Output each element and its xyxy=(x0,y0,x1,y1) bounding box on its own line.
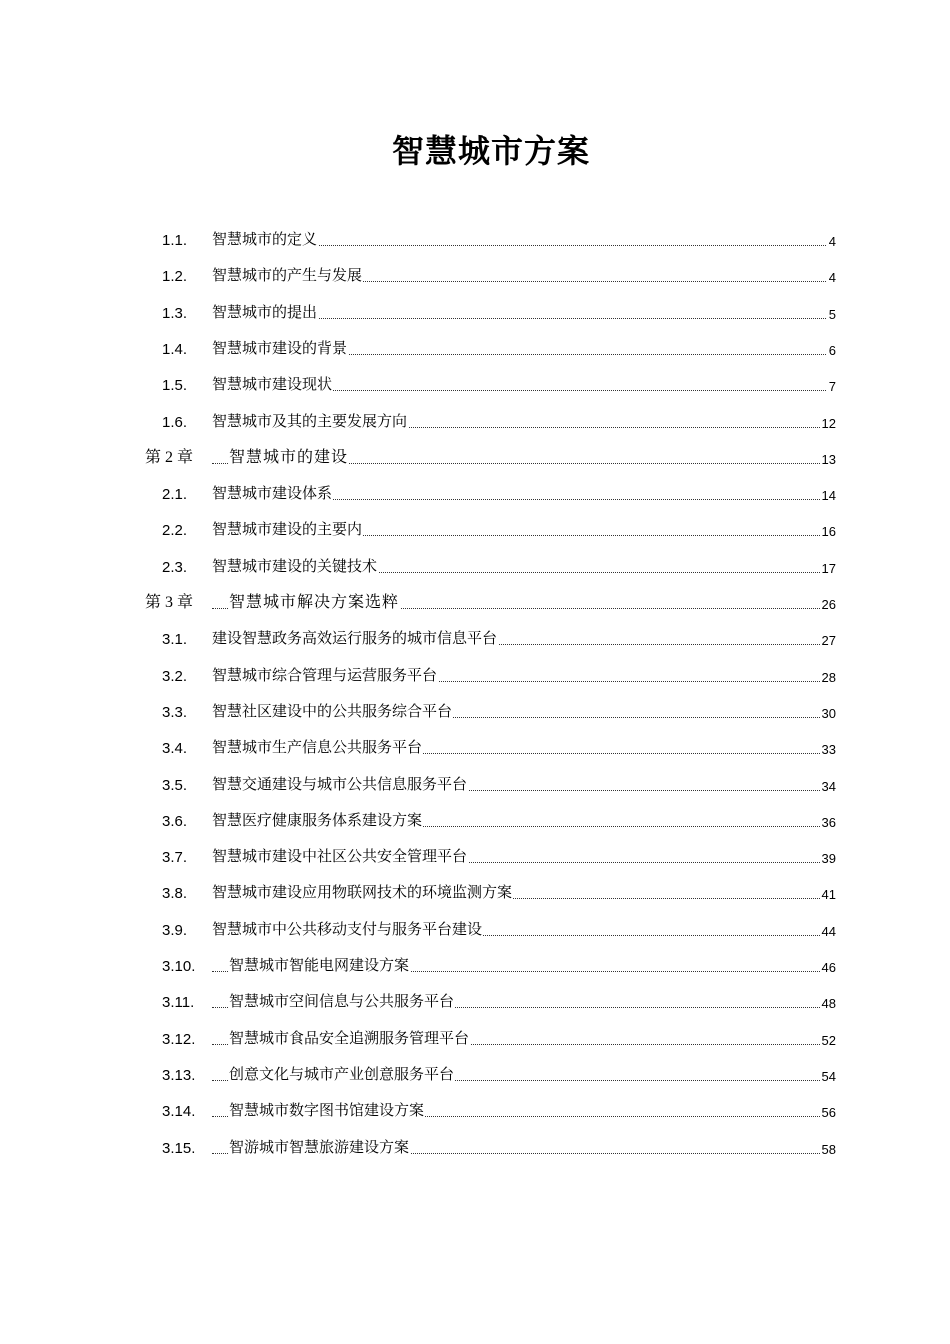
toc-entry-title: 智慧交通建设与城市公共信息服务平台 xyxy=(212,773,468,794)
toc-entry-title: 智慧城市中公共移动支付与服务平台建设 xyxy=(212,918,483,939)
toc-entry[interactable] xyxy=(0,261,836,287)
toc-entry-title: 智慧城市生产信息公共服务平台 xyxy=(212,736,423,757)
toc-entry[interactable] xyxy=(0,443,836,469)
toc-entry-number: 第 3 章 xyxy=(145,594,194,611)
toc-entry-page-number: 34 xyxy=(821,778,836,794)
toc-entry-page-number: 14 xyxy=(821,488,836,504)
toc-entry-number: 3.12. xyxy=(162,1030,196,1048)
toc-entry-page-number: 41 xyxy=(821,887,836,903)
toc-entry-page-number: 12 xyxy=(821,415,836,431)
toc-entry[interactable] xyxy=(0,661,836,687)
toc-entry[interactable] xyxy=(0,697,836,723)
toc-entry-title: 智慧城市建设的关键技术 xyxy=(212,555,378,576)
toc-entry-page-number: 48 xyxy=(821,996,836,1012)
toc-entry[interactable] xyxy=(0,1133,836,1159)
toc-entry-number: 1.6. xyxy=(162,413,188,431)
toc-entry[interactable] xyxy=(0,479,836,505)
toc-entry-page-number: 5 xyxy=(828,306,836,322)
toc-entry-number: 3.3. xyxy=(162,703,188,721)
toc-entry-number: 3.8. xyxy=(162,885,188,903)
toc-entry-page-number: 4 xyxy=(828,270,836,286)
toc-entry-number: 2.2. xyxy=(162,522,188,540)
toc-entry-page-number: 36 xyxy=(821,814,836,830)
toc-entry-title: 智慧城市建设现状 xyxy=(212,373,333,394)
toc-entry-number: 3.4. xyxy=(162,740,188,758)
toc-entry-number: 3.7. xyxy=(162,849,188,867)
toc-entry-page-number: 58 xyxy=(821,1141,836,1157)
toc-entry-number: 2.3. xyxy=(162,558,188,576)
toc-entry[interactable] xyxy=(0,334,836,360)
toc-entry-page-number: 6 xyxy=(828,342,836,358)
toc-entry[interactable] xyxy=(0,624,836,650)
toc-entry-title: 智慧城市建设应用物联网技术的环境监测方案 xyxy=(212,881,513,902)
toc-entry[interactable] xyxy=(0,1024,836,1050)
toc-entry-page-number: 16 xyxy=(821,524,836,540)
toc-entry[interactable] xyxy=(0,370,836,396)
toc-entry-title: 智慧城市建设的背景 xyxy=(212,337,348,358)
toc-entry[interactable] xyxy=(0,298,836,324)
toc-entry-number: 3.10. xyxy=(162,958,196,975)
toc-entry-title: 智慧城市的建设 xyxy=(229,444,349,467)
toc-entry-number: 1.1. xyxy=(162,232,188,249)
toc-entry-number: 第 2 章 xyxy=(145,448,194,466)
toc-entry-page-number: 17 xyxy=(821,560,836,576)
toc-entry-title: 智慧城市的提出 xyxy=(212,301,318,322)
toc-entry[interactable] xyxy=(0,842,836,868)
toc-entry-page-number: 56 xyxy=(821,1105,836,1121)
toc-entry-title: 创意文化与城市产业创意服务平台 xyxy=(229,1063,455,1084)
toc-entry-number: 3.6. xyxy=(162,812,188,830)
toc-entry[interactable] xyxy=(0,951,836,977)
toc-entry[interactable] xyxy=(0,1060,836,1086)
toc-entry-number: 1.3. xyxy=(162,304,188,322)
toc-entry-number: 3.11. xyxy=(162,994,195,1012)
toc-entry-number: 3.15. xyxy=(162,1139,196,1157)
toc-entry-page-number: 4 xyxy=(828,234,836,249)
toc-entry[interactable] xyxy=(0,770,836,796)
toc-entry-title: 智慧城市解决方案选粹 xyxy=(229,589,400,612)
toc-entry[interactable] xyxy=(0,806,836,832)
toc-entry-page-number: 33 xyxy=(821,742,836,758)
toc-entry-page-number: 7 xyxy=(828,379,836,395)
toc-entry-number: 1.4. xyxy=(162,340,188,358)
toc-entry-title: 智游城市智慧旅游建设方案 xyxy=(229,1136,410,1157)
toc-entry-number: 3.5. xyxy=(162,776,188,794)
toc-entry[interactable] xyxy=(0,407,836,433)
toc-entry-title: 智慧城市食品安全追溯服务管理平台 xyxy=(229,1027,470,1048)
toc-entry-number: 3.1. xyxy=(162,631,188,649)
toc-entry[interactable] xyxy=(0,515,836,541)
toc-entry-number: 1.5. xyxy=(162,377,188,395)
toc-entry-page-number: 54 xyxy=(821,1068,836,1084)
toc-entry[interactable] xyxy=(0,987,836,1013)
toc-entry-title: 智慧城市的定义 xyxy=(212,228,318,249)
toc-entry-title: 智慧城市建设的主要内 xyxy=(212,518,363,539)
toc-entry-page-number: 13 xyxy=(821,451,836,467)
toc-entry-page-number: 27 xyxy=(821,633,836,649)
toc-entry-title: 智慧医疗健康服务体系建设方案 xyxy=(212,809,423,830)
toc-entry-title: 智慧社区建设中的公共服务综合平台 xyxy=(212,700,453,721)
toc-entry-number: 2.1. xyxy=(162,486,188,504)
toc-entry-title: 建设智慧政务高效运行服务的城市信息平台 xyxy=(212,627,498,648)
toc-entry[interactable] xyxy=(0,878,836,904)
toc-entry-page-number: 46 xyxy=(821,960,836,975)
toc-entry-page-number: 30 xyxy=(821,705,836,721)
toc-entry-number: 3.2. xyxy=(162,667,188,685)
toc-entry[interactable] xyxy=(0,588,836,614)
toc-entry-title: 智慧城市数字图书馆建设方案 xyxy=(229,1099,425,1120)
toc-entry-title: 智慧城市及其的主要发展方向 xyxy=(212,410,408,431)
toc-entry-title: 智慧城市的产生与发展 xyxy=(212,264,363,285)
toc-entry-page-number: 39 xyxy=(821,851,836,867)
toc-entry-page-number: 44 xyxy=(821,923,836,939)
toc-entry-number: 3.14. xyxy=(162,1103,196,1121)
toc-entry[interactable] xyxy=(0,915,836,941)
toc-entry[interactable] xyxy=(0,225,836,251)
toc-entry-page-number: 52 xyxy=(821,1032,836,1048)
toc-entry-title: 智慧城市智能电网建设方案 xyxy=(229,954,410,975)
toc-entry-title: 智慧城市综合管理与运营服务平台 xyxy=(212,664,438,685)
toc-entry-title: 智慧城市建设中社区公共安全管理平台 xyxy=(212,845,468,866)
toc-entry-number: 1.2. xyxy=(162,268,188,286)
toc-entry-title: 智慧城市建设体系 xyxy=(212,482,333,503)
toc-entry[interactable] xyxy=(0,552,836,578)
toc-entry-title: 智慧城市空间信息与公共服务平台 xyxy=(229,990,455,1011)
toc-entry-number: 3.13. xyxy=(162,1066,196,1084)
toc-entry-page-number: 28 xyxy=(821,669,836,685)
toc-entry-number: 3.9. xyxy=(162,921,188,939)
toc-entry[interactable] xyxy=(0,733,836,759)
document-title: 智慧城市方案 xyxy=(391,132,590,170)
toc-entry-page-number: 26 xyxy=(821,597,836,612)
toc-entry[interactable] xyxy=(0,1096,836,1122)
